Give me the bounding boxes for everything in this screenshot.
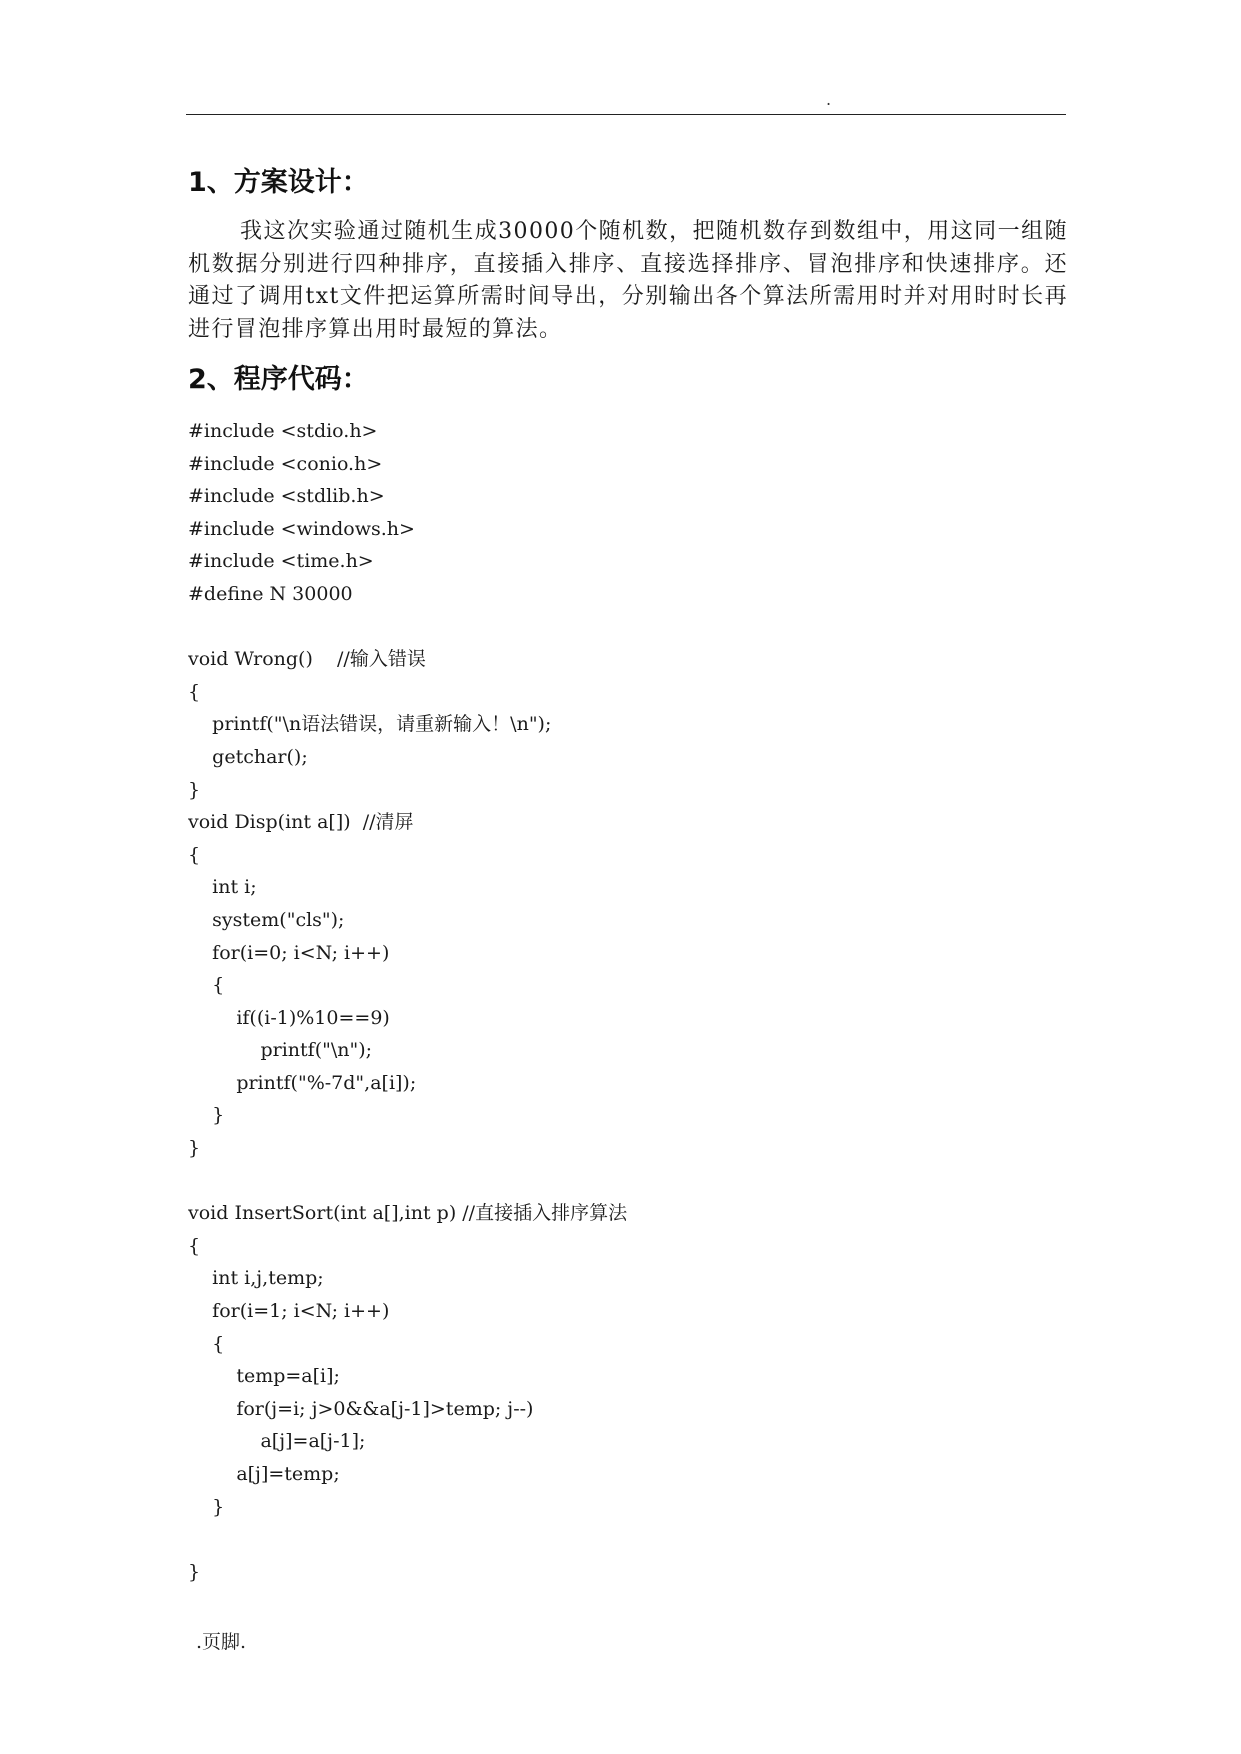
code-line: { [188, 1234, 201, 1257]
section-heading-code: 2、程序代码： [188, 364, 369, 395]
code-line: #include <stdlib.h> [188, 485, 385, 508]
code-line: void Disp(int a[]) //清屏 [188, 811, 414, 834]
code-line: printf("\n"); [188, 1039, 373, 1062]
code-line: { [188, 974, 225, 997]
code-line: for(i=0; i<N; i++) [188, 941, 390, 964]
design-paragraph: 我这次实验通过随机生成30000个随机数，把随机数存到数组中，用这同一组随机数据分别进行四种排序，直接插入排序、直接选择排序、冒泡排序和快速排序。还通过了调用txt文件把运算所需时间导出，分别输出各个算法所需用时并对用时时长再进行冒泡排序算出用时最短的算法。 [188, 219, 1068, 342]
code-line: { [188, 1332, 225, 1355]
code-line: a[j]=temp; [188, 1463, 340, 1485]
code-line: printf("%-7d",a[i]); [188, 1071, 417, 1094]
code-line: { [188, 843, 201, 866]
code-line: void InsertSort(int a[],int p) //直接插入排序算法 [188, 1202, 628, 1225]
code-line: a[j]=a[j-1]; [188, 1430, 366, 1453]
page-footer: .页脚. [196, 1631, 247, 1653]
header-rule [186, 114, 1066, 115]
code-line: #define N 30000 [188, 582, 353, 605]
code-line: if((i-1)%10==9) [188, 1006, 390, 1029]
code-line [188, 1165, 1068, 1198]
code-line: #include <windows.h> [188, 517, 415, 540]
code-line [188, 611, 1068, 644]
code-line: } [188, 1104, 225, 1127]
code-line: #include <stdio.h> [188, 420, 378, 442]
code-line: for(i=1; i<N; i++) [188, 1300, 390, 1323]
code-line: for(j=i; j>0&&a[j-1]>temp; j--) [188, 1397, 534, 1420]
code-line: getchar(); [188, 745, 308, 768]
code-line [188, 1523, 1068, 1556]
code-line: } [188, 1560, 201, 1583]
code-line: system("cls"); [188, 908, 345, 931]
code-line: int i; [188, 876, 257, 899]
code-line: #include <time.h> [188, 550, 374, 573]
section-heading-design: 1、方案设计： [188, 167, 369, 198]
code-line: } [188, 1495, 225, 1518]
code-line: void Wrong() //输入错误 [188, 648, 426, 671]
code-line: #include <conio.h> [188, 452, 383, 475]
code-line: } [188, 1137, 201, 1160]
code-line: temp=a[i]; [188, 1365, 340, 1388]
code-listing [188, 415, 1068, 1588]
code-line: printf("\n语法错误，请重新输入！\n"); [188, 713, 552, 736]
header-mark: . [826, 90, 832, 109]
code-line: { [188, 680, 201, 703]
code-line: } [188, 778, 201, 801]
code-line: int i,j,temp; [188, 1267, 324, 1290]
